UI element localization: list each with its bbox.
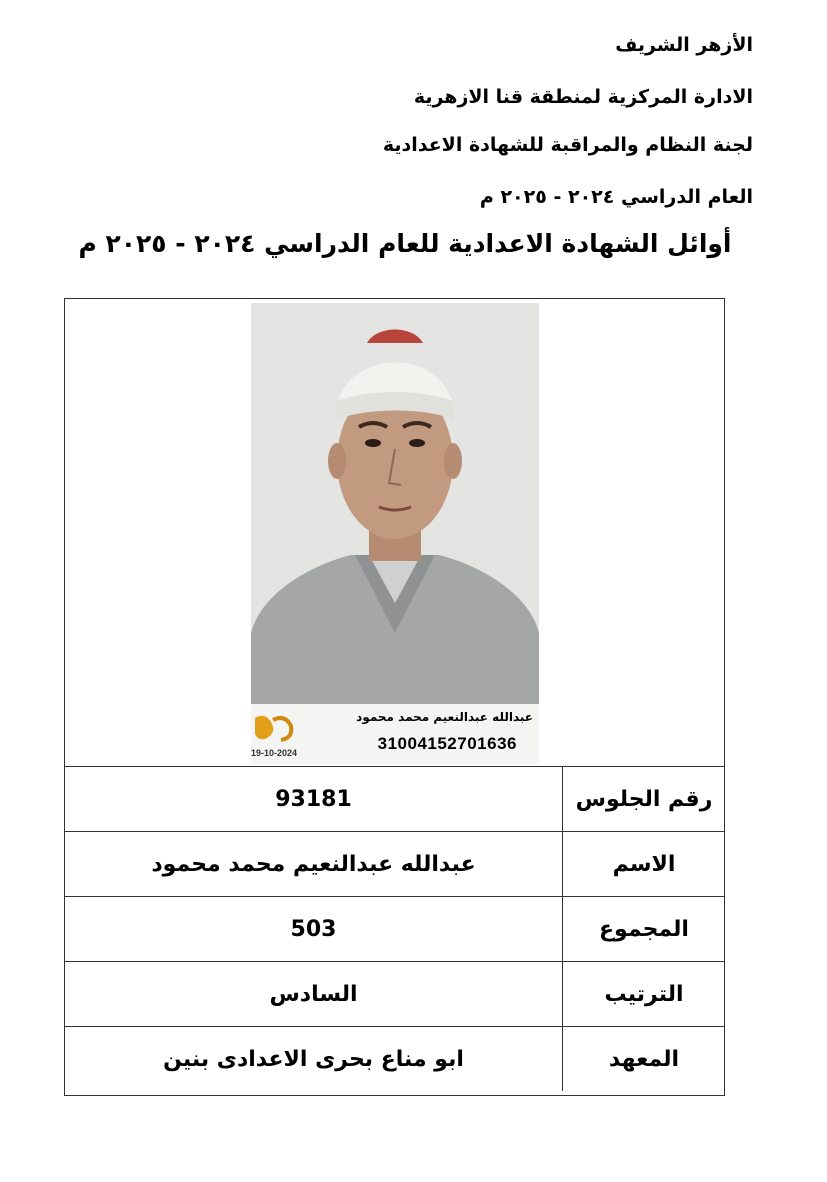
photo-caption-name: عبدالله عبدالنعيم محمد محمود — [356, 710, 533, 724]
studio-stamp — [251, 710, 315, 760]
table-row — [65, 832, 725, 897]
student-photo — [251, 303, 539, 764]
table-row — [65, 962, 725, 1027]
photo-cell — [65, 299, 724, 767]
student-portrait-image — [251, 303, 539, 704]
table-row — [65, 897, 725, 962]
total-score-value: 503 — [65, 897, 563, 962]
rank-value: السادس — [65, 962, 563, 1027]
header-central-administration: الادارة المركزية لمنطقة قنا الازهرية — [413, 86, 753, 108]
photo-caption-strip — [251, 704, 539, 764]
rank-label: الترتيب — [563, 962, 726, 1027]
page-title: أوائل الشهادة الاعدادية للعام الدراسي ٢٠٢٤ - ٢٠٢٥ م — [78, 229, 732, 258]
institute-value: ابو مناع بحرى الاعدادى بنين — [65, 1027, 563, 1092]
student-card — [64, 298, 725, 1096]
student-info-table — [65, 767, 725, 1091]
stamp-date: 19-10-2024 — [251, 748, 298, 758]
header-azhar: الأزهر الشريف — [615, 34, 753, 56]
seat-number-label: رقم الجلوس — [563, 767, 726, 832]
table-row — [65, 1027, 725, 1092]
student-name-value: عبدالله عبدالنعيم محمد محمود — [65, 832, 563, 897]
total-score-label: المجموع — [563, 897, 726, 962]
photo-caption-national-id: 31004152701636 — [377, 734, 517, 753]
studio-logo-icon — [251, 710, 315, 750]
seat-number-value: 93181 — [65, 767, 563, 832]
institute-label: المعهد — [563, 1027, 726, 1092]
student-name-label: الاسم — [563, 832, 726, 897]
header-academic-year: العام الدراسي ٢٠٢٤ - ٢٠٢٥ م — [479, 186, 753, 208]
table-row — [65, 767, 725, 832]
header-committee: لجنة النظام والمراقبة للشهادة الاعدادية — [382, 134, 753, 156]
